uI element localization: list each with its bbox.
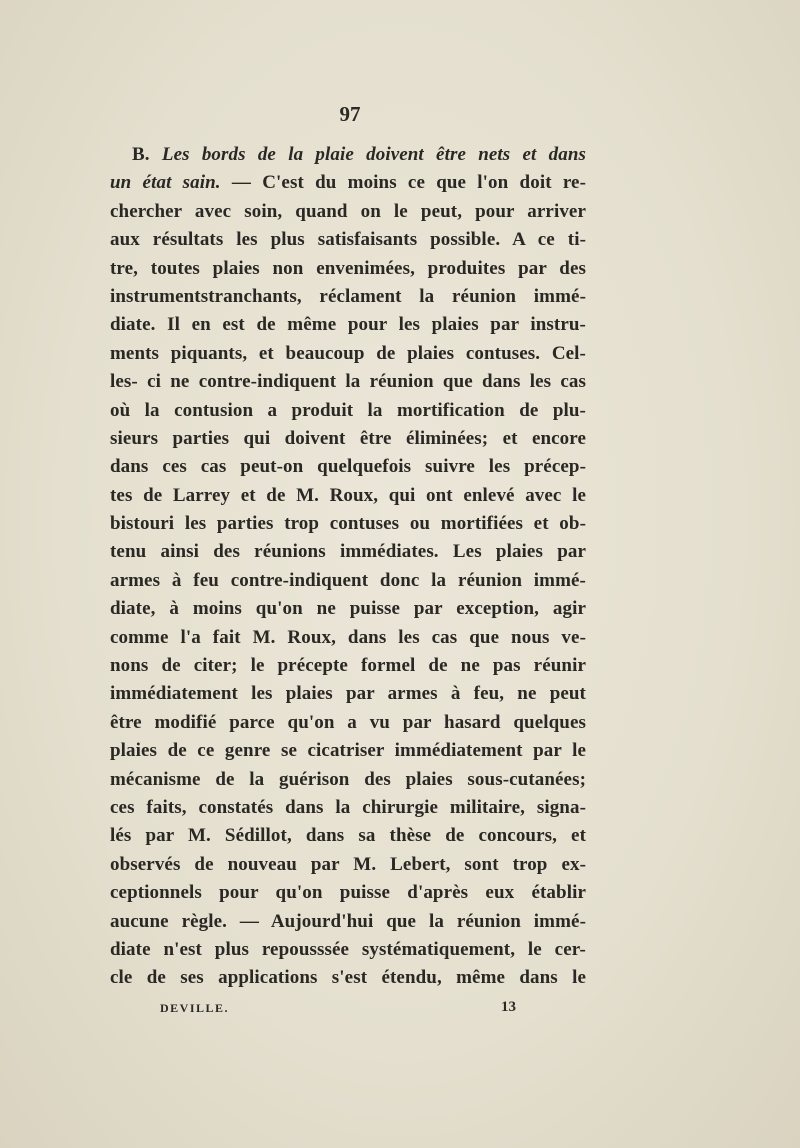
- text-line-1: [110, 141, 586, 169]
- body-line: être modifié parce qu'on a vu par hasard quelques: [110, 711, 586, 733]
- text-line-2: [110, 169, 586, 197]
- body-line: lés par M. Sédillot, dans sa thèse de concours, et: [110, 825, 586, 847]
- body-line: diate n'est plus repousssée systématiquement, le cer-: [110, 938, 586, 960]
- body-line: ceptionnels pour qu'on puisse d'après eux établir: [110, 882, 586, 904]
- body-line: armes à feu contre-indiquent donc la réunion immé-: [110, 569, 586, 591]
- body-line: cle de ses applications s'est étendu, même dans le: [110, 967, 586, 989]
- body-line: chercher avec soin, quand on le peut, pour arriver: [110, 200, 586, 222]
- body-line: sieurs parties qui doivent être éliminées; et encore: [110, 427, 586, 449]
- body-line: — C'est du moins ce que l'on doit re-: [231, 172, 586, 194]
- body-line: tenu ainsi des réunions immédiates. Les plaies par: [110, 541, 586, 563]
- body-line: aux résultats les plus satisfaisants possible. A ce ti-: [110, 229, 586, 251]
- page-number: 97: [339, 102, 361, 126]
- section-label: B.: [132, 144, 150, 165]
- body-line: tre, toutes plaies non envenimées, produites par des: [110, 257, 586, 279]
- body-line: où la contusion a produit la mortification de plu-: [110, 399, 586, 421]
- body-line: tes de Larrey et de M. Roux, qui ont enlevé avec le: [110, 484, 586, 506]
- body-text: [110, 141, 586, 993]
- body-line: instrumentstranchants, réclament la réunion immé-: [110, 285, 586, 307]
- body-line: ces faits, constatés dans la chirurgie militaire, signa-: [110, 796, 586, 818]
- body-line: diate, à moins qu'on ne puisse par exception, agir: [110, 598, 586, 620]
- body-line: dans ces cas peut-on quelquefois suivre les précep-: [110, 456, 586, 478]
- body-line: observés de nouveau par M. Lebert, sont trop ex-: [110, 853, 586, 875]
- body-line: plaies de ce genre se cicatriser immédiatement par le: [110, 740, 586, 762]
- body-line: immédiatement les plaies par armes à feu, ne peut: [110, 683, 586, 705]
- body-line: aucune règle. — Aujourd'hui que la réunion immé-: [110, 910, 586, 932]
- footer-author: DEVILLE.: [160, 1001, 230, 1015]
- signature-mark: 13: [501, 999, 516, 1015]
- section-heading-part-2: un état sain.: [110, 172, 221, 194]
- body-line: comme l'a fait M. Roux, dans les cas que nous ve-: [110, 626, 586, 648]
- body-line: diate. Il en est de même pour les plaies par instru-: [110, 314, 586, 336]
- body-line: les- ci ne contre-indiquent la réunion que dans les cas: [110, 371, 586, 393]
- body-line: bistouri les parties trop contuses ou mortifiées et ob-: [110, 513, 586, 535]
- body-line: ments piquants, et beaucoup de plaies contuses. Cel-: [110, 342, 586, 364]
- body-line: mécanisme de la guérison des plaies sous-cutanées;: [110, 768, 586, 790]
- section-heading-part-1: Les bords de la plaie doivent être nets et dans: [161, 144, 586, 165]
- body-line: nons de citer; le précepte formel de ne pas réunir: [110, 655, 586, 677]
- page-footer: [0, 999, 800, 1019]
